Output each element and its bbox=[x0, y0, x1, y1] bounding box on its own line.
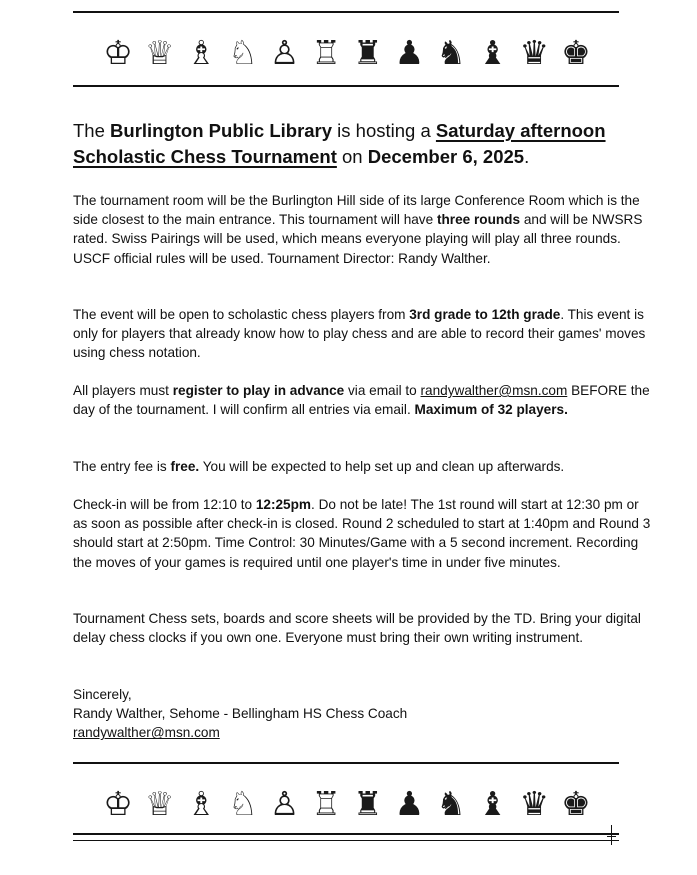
equipment-paragraph bbox=[73, 609, 653, 647]
fee-value: free. bbox=[170, 459, 200, 474]
white-queen-icon: ♕ bbox=[144, 32, 175, 72]
black-knight-icon: ♞ bbox=[436, 783, 466, 823]
black-rook-icon: ♜ bbox=[352, 32, 383, 72]
headline-text: The bbox=[73, 120, 111, 141]
register-emphasis: register to play in advance bbox=[172, 383, 345, 398]
black-queen-icon: ♛ bbox=[519, 32, 550, 72]
black-bishop-icon: ♝ bbox=[477, 32, 508, 72]
text: BEFORE the day of the tournament. I will confirm all entries via email. bbox=[73, 383, 650, 418]
black-king-icon: ♚ bbox=[561, 783, 591, 823]
white-knight-icon: ♘ bbox=[228, 783, 258, 823]
text: Check-in will be from 12:10 to bbox=[73, 497, 256, 512]
text: You will be expected to help set up and clean up afterwards. bbox=[199, 459, 565, 474]
headline bbox=[73, 118, 673, 170]
white-bishop-icon: ♗ bbox=[186, 32, 217, 72]
black-rook-icon: ♜ bbox=[352, 783, 383, 823]
text: via email to bbox=[344, 383, 421, 398]
headline-text: on bbox=[336, 146, 368, 167]
white-pawn-icon: ♙ bbox=[269, 783, 300, 823]
text: and will be NWSRS rated. Swiss Pairings will be used, which means everyone playing will play all three rounds. USCF official rules will be used. Tournament Director: Randy Walther. bbox=[73, 212, 643, 266]
rounds-emphasis: three rounds bbox=[436, 212, 521, 228]
white-king-icon: ♔ bbox=[103, 783, 133, 823]
bottom-double-rule bbox=[73, 833, 619, 835]
text: All players must bbox=[73, 383, 173, 398]
white-rook-icon: ♖ bbox=[311, 32, 341, 72]
text-cursor-icon bbox=[611, 825, 612, 845]
top-rule bbox=[73, 11, 619, 13]
black-king-icon: ♚ bbox=[561, 32, 591, 72]
venue-paragraph bbox=[73, 191, 653, 268]
white-king-icon: ♔ bbox=[103, 32, 133, 72]
black-pawn-icon: ♟ bbox=[394, 32, 425, 72]
bottom-rule bbox=[73, 762, 619, 764]
registration-email-link[interactable]: randywalther@msn.com bbox=[420, 383, 568, 398]
closing: Sincerely, bbox=[73, 687, 132, 702]
schedule-paragraph bbox=[73, 495, 653, 572]
headline-text: is hosting a bbox=[332, 120, 436, 141]
max-players: Maximum of 32 players. bbox=[414, 402, 568, 418]
white-bishop-icon: ♗ bbox=[186, 783, 217, 823]
white-queen-icon: ♕ bbox=[144, 783, 175, 823]
signature-email-link[interactable]: randywalther@msn.com bbox=[73, 725, 220, 741]
black-bishop-icon: ♝ bbox=[477, 783, 508, 823]
black-pawn-icon: ♟ bbox=[394, 783, 425, 823]
text: . Do not be late! The 1st round will start at 12:30 pm or as soon as possible after check-in is closed. Round 2 scheduled to start at 1:40pm and Round 3 should start at 2:50pm. Time Control: 30 Minutes/Game with a 5 second increment. Recording the moves of your games is required until one player's time in under five minutes. bbox=[73, 497, 651, 570]
white-rook-icon: ♖ bbox=[311, 783, 341, 823]
bottom-double-rule-thin bbox=[73, 840, 619, 841]
signature-block bbox=[73, 685, 653, 743]
text: The tournament room will be the Burlington Hill side of its large Conference Room which is the side closest to the main entrance. This tournament will have bbox=[73, 193, 640, 228]
chess-banner-bottom bbox=[100, 781, 594, 825]
fee-paragraph bbox=[73, 457, 653, 476]
signer-name: Randy Walther, Sehome - Bellingham HS Chess Coach bbox=[73, 706, 408, 722]
event-name: Saturday afternoon Scholastic Chess Tournament bbox=[73, 120, 606, 167]
text: Tournament Chess sets, boards and score sheets will be provided by the TD. Bring your digital delay chess clocks if you own one. Everyone must bring their own writing instrument. bbox=[73, 611, 641, 646]
white-knight-icon: ♘ bbox=[228, 32, 258, 72]
library-name: Burlington Public Library bbox=[110, 120, 333, 141]
black-knight-icon: ♞ bbox=[436, 32, 466, 72]
registration-paragraph bbox=[73, 381, 653, 419]
checkin-deadline: 12:25pm bbox=[255, 497, 312, 512]
headline-text: . bbox=[524, 146, 530, 167]
top-rule-lower bbox=[73, 85, 619, 87]
white-pawn-icon: ♙ bbox=[269, 32, 300, 72]
text: The entry fee is bbox=[73, 459, 171, 474]
black-queen-icon: ♛ bbox=[519, 783, 550, 823]
event-date: December 6, 2025 bbox=[367, 146, 525, 167]
eligibility-paragraph bbox=[73, 305, 653, 363]
text: . This event is only for players that already know how to play chess and are able to record their games' moves using chess notation. bbox=[73, 307, 646, 361]
text: The event will be open to scholastic chess players from bbox=[73, 307, 410, 322]
grade-range: 3rd grade to 12th grade bbox=[409, 307, 561, 322]
chess-banner-top bbox=[100, 30, 594, 74]
